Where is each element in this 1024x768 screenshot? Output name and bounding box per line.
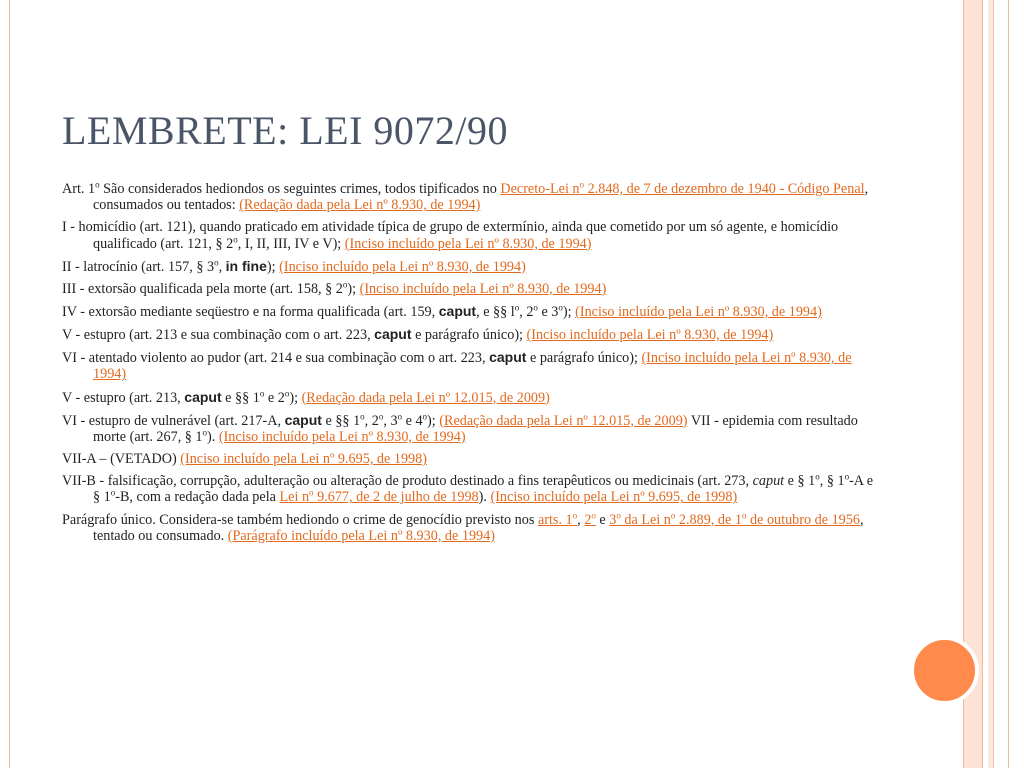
inciso-link[interactable]: (Inciso incluído pela Lei nº 8.930, de 1994) xyxy=(359,280,607,297)
art-2-link[interactable]: 2$^o$ xyxy=(584,509,596,528)
paragrafo-unico: Parágrafo único. Considera-se também hediondo o crime de genocídio previsto nos arts. 1$^o$, 2$^o$ e 3$^o$ da Lei $n^o$ 2.889, de 1$^o$ de outubro de 1956, tentado ou consumado. (Parágrafo incluído pela Lei nº 8.930, de 1994) xyxy=(62,509,864,544)
decreto-lei-link[interactable]: Decreto-Lei $n^o$ 2.848, de 7 de dezembro de 1940 - Código Penal xyxy=(500,179,865,197)
arts-1-link[interactable]: arts. 1$^o$ xyxy=(537,509,578,528)
inciso-vi-2009: VI - estupro de vulnerável (art. 217-A, caput e §§ 1$^o$, 2$^o$, 3$^o$ e 4$^o$); (Redação dada pela Lei nº 12.015, de 2009) VII - epidemia com resultado morte (art. 267, § 1$^o$). (Inciso incluído pela Lei nº 8.930, de 1994) xyxy=(62,410,858,445)
lei-2889-link[interactable]: 3$^o$ da Lei $n^o$ 2.889, de 1$^o$ de outubro de 1956 xyxy=(609,509,860,528)
inciso-vii-a: VII-A – (VETADO) (Inciso incluído pela Lei nº 9.695, de 1998) xyxy=(62,451,427,468)
redacao-link[interactable]: (Redação dada pela Lei nº 12.015, de 2009) xyxy=(439,412,688,429)
inciso-link[interactable]: (Inciso incluído pela Lei nº 8.930, de 1994) xyxy=(218,428,466,445)
inciso-link[interactable]: (Inciso incluído pela Lei nº 8.930, de 1994) xyxy=(526,327,774,344)
redacao-link[interactable]: (Redação dada pela Lei nº 8.930, de 1994) xyxy=(239,197,481,214)
inciso-link[interactable]: (Inciso incluído pela Lei nº 8.930, de 1994) xyxy=(575,303,822,320)
inciso-link[interactable]: (Inciso incluído pela Lei nº 8.930, de 1994) xyxy=(344,235,592,252)
inciso-ii: II - latrocínio (art. 157, § 3$^o$, in fine); (Inciso incluído pela Lei nº 8.930, de 1994) xyxy=(62,257,526,275)
decorative-band-thin xyxy=(988,0,994,768)
inciso-v-2009: V - estupro (art. 213, caput e §§ 1$^o$ e 2$^o$); (Redação dada pela Lei nº 12.015, de 2009) xyxy=(62,387,550,406)
inciso-link[interactable]: (Inciso incluído pela Lei nº 9.695, de 1998) xyxy=(180,451,427,468)
decorative-circle xyxy=(910,636,979,705)
inciso-link[interactable]: (Inciso incluído pela Lei nº 9.695, de 1998) xyxy=(490,489,738,506)
inciso-i: I - homicídio (art. 121), quando praticado em atividade típica de grupo de extermínio, ainda que cometido por um só agente, e homicídio qualificado (art. 121, § 2$^o$, I, II, III, IV e V); (Inciso incluído pela Lei nº 8.930, de 1994) xyxy=(62,219,839,252)
inciso-link[interactable]: (Inciso incluído pela Lei nº 8.930, de 1994) xyxy=(93,350,852,383)
paragrafo-link[interactable]: (Parágrafo incluído pela Lei nº 8.930, de 1994) xyxy=(227,527,495,544)
inciso-vii-b: VII-B - falsificação, corrupção, adulteração ou alteração de produto destinado a fins terapêuticos ou medicinais (art. 273, caput e § 1$^o$, § 1$^o$-A e § 1$^o$-B, com a redação dada pela Lei $n^o$ 9.677, de 2 de julho de 1998). (Inciso incluído pela Lei nº 9.695, de 1998) xyxy=(62,471,874,506)
inciso-link[interactable]: (Inciso incluído pela Lei nº 8.930, de 1994) xyxy=(279,258,526,275)
inciso-v: V - estupro (art. 213 e sua combinação com o art. 223, caput e parágrafo único); (Inciso incluído pela Lei nº 8.930, de 1994) xyxy=(62,326,774,344)
inciso-iii: III - extorsão qualificada pela morte (art. 158, § 2$^o$); (Inciso incluído pela Lei nº 8.930, de 1994) xyxy=(62,279,607,297)
redacao-link[interactable]: (Redação dada pela Lei nº 12.015, de 2009) xyxy=(301,389,550,406)
article-paragraph: Art. 1$^o$ São considerados hediondos os seguintes crimes, todos tipificados no Decreto-Lei $n^o$ 2.848, de 7 de dezembro de 1940 - Código Penal, consumados ou tentados: (Redação dada pela Lei nº 8.930, de 1994) xyxy=(62,179,869,214)
slide-body xyxy=(62,181,880,550)
lei-9677-link[interactable]: Lei $n^o$ 9.677, de 2 de julho de 1998 xyxy=(279,487,479,506)
inciso-vi: VI - atentado violento ao pudor (art. 214 e sua combinação com o art. 223, caput e parágrafo único); (Inciso incluído pela Lei nº 8.930, de 1994) xyxy=(62,349,852,383)
inciso-iv: IV - extorsão mediante seqüestro e na forma qualificada (art. 159, caput, e §§ $l^o$, 2$^o$ e 3$^o$); (Inciso incluído pela Lei nº 8.930, de 1994) xyxy=(62,302,822,320)
slide-title: LEMBRETE: LEI 9072/90 xyxy=(62,108,509,153)
